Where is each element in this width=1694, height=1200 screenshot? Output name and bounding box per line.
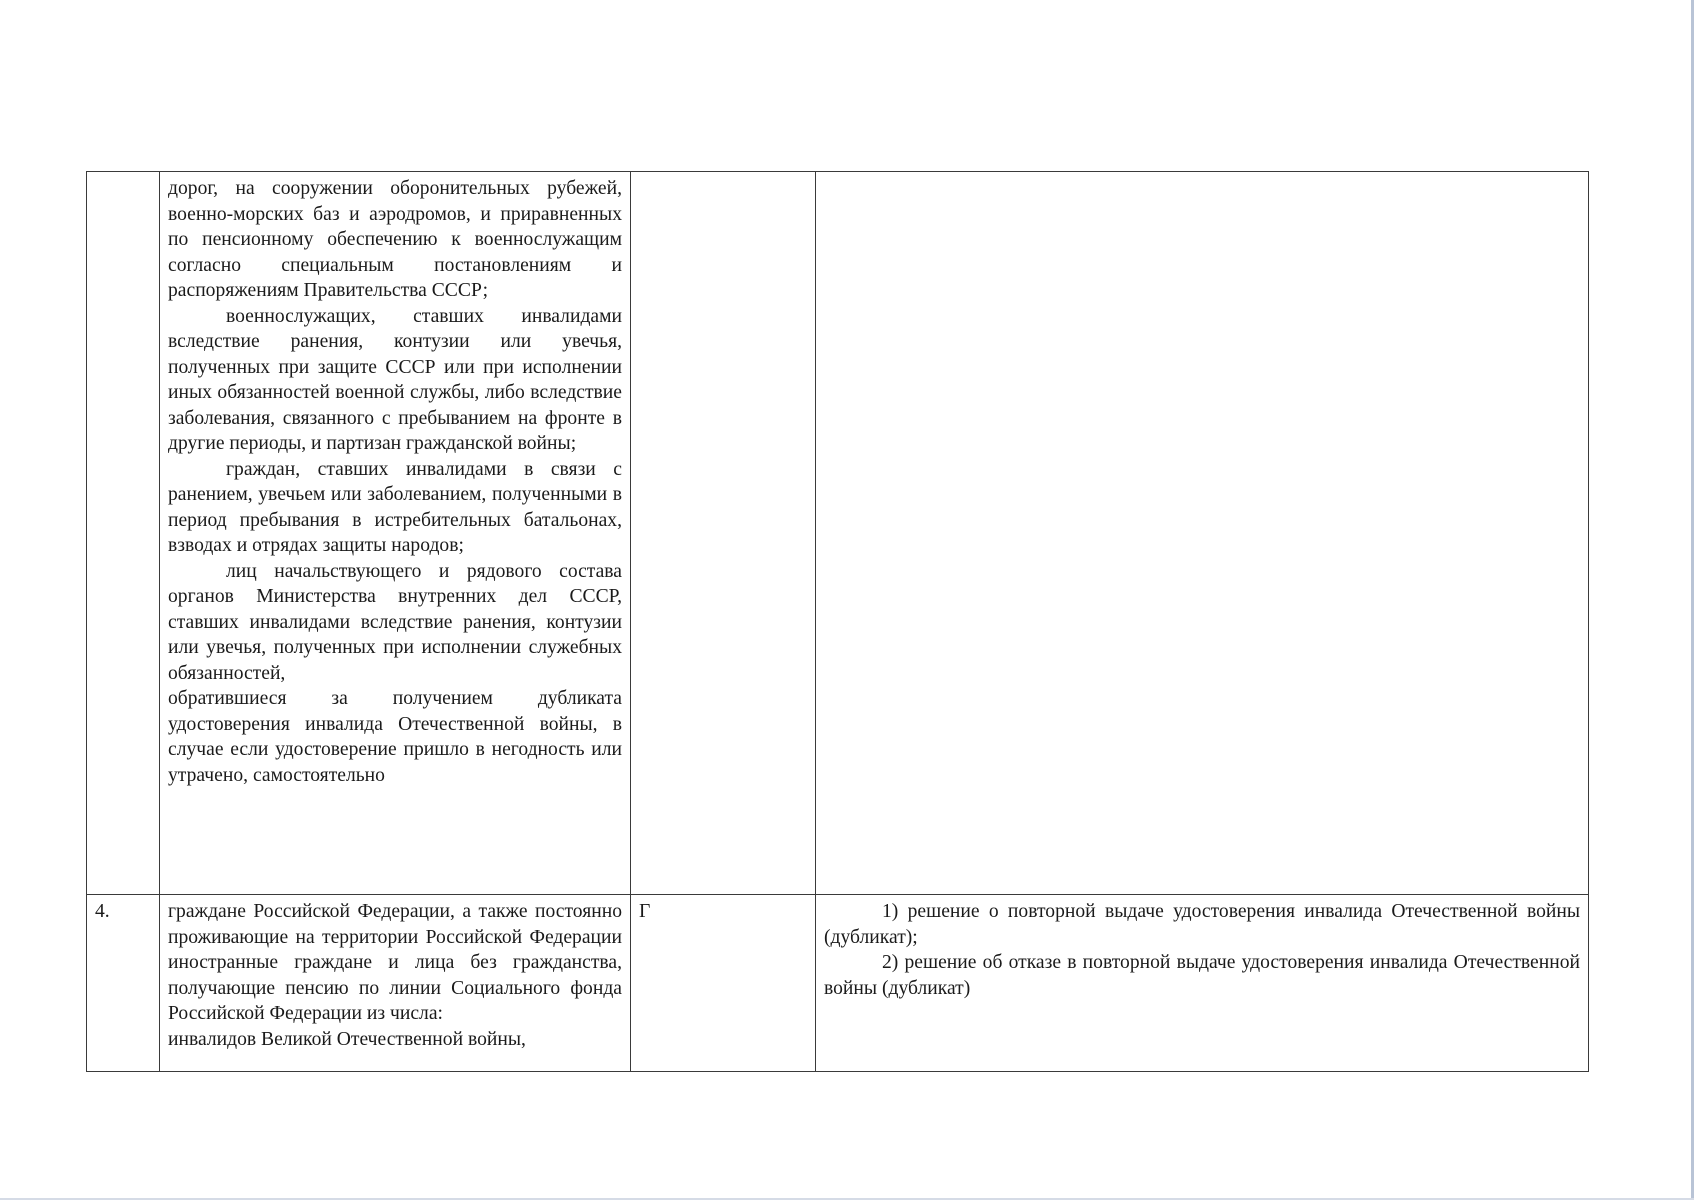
category-code-cell: Г xyxy=(631,895,816,1072)
category-paragraph: военнослужащих, ставших инвалидами вследствие ранения, контузии или увечья, полученных при защите СССР или при исполнении иных обязанностей военной службы, либо вследствие заболевания, связанного с пребыванием на фронте в другие периоды, и партизан гражданской войны; xyxy=(168,305,622,454)
result-item: 1) решение о повторной выдаче удостоверения инвалида Отечественной войны (дубликат); xyxy=(824,901,1580,948)
results-cell xyxy=(816,895,1589,1072)
applicant-category-cell xyxy=(160,172,631,895)
row-number-cell: 4. xyxy=(87,895,160,1072)
category-paragraph: инвалидов Великой Отечественной войны, xyxy=(168,1028,526,1050)
category-paragraph: граждан, ставших инвалидами в связи с ранением, увечьем или заболеванием, полученными в период пребывания в истребительных батальонах, взводах и отрядах защиты народов; xyxy=(168,458,622,556)
row-number-cell xyxy=(87,172,160,895)
category-paragraph: дорог, на сооружении оборонительных рубежей, военно-морских баз и аэродромов, и приравненных по пенсионному обеспечению к военнослужащим согласно специальным постановлениям и распоряжениям Правительства СССР; xyxy=(168,178,622,301)
services-table xyxy=(86,171,1589,1072)
category-code-cell xyxy=(631,172,816,895)
result-item: 2) решение об отказе в повторной выдаче удостоверения инвалида Отечественной войны (дубликат) xyxy=(824,952,1580,999)
category-paragraph: граждане Российской Федерации, а также постоянно проживающие на территории Российской Федерации иностранные граждане и лица без гражданства, получающие пенсию по линии Социального фонда Российской Федерации из числа: xyxy=(168,901,622,1024)
table-row-4 xyxy=(87,895,1589,1072)
category-paragraph: обратившиеся за получением дубликата удостоверения инвалида Отечественной войны, в случае если удостоверение пришло в негодность или утрачено, самостоятельно xyxy=(168,688,622,786)
table-row-continued xyxy=(87,172,1589,895)
category-paragraph: лиц начальствующего и рядового состава органов Министерства внутренних дел СССР, ставших инвалидами вследствие ранения, контузии или увечья, полученных при исполнении служебных обязанностей, xyxy=(168,560,622,684)
results-cell xyxy=(816,172,1589,895)
applicant-category-cell xyxy=(160,895,631,1072)
